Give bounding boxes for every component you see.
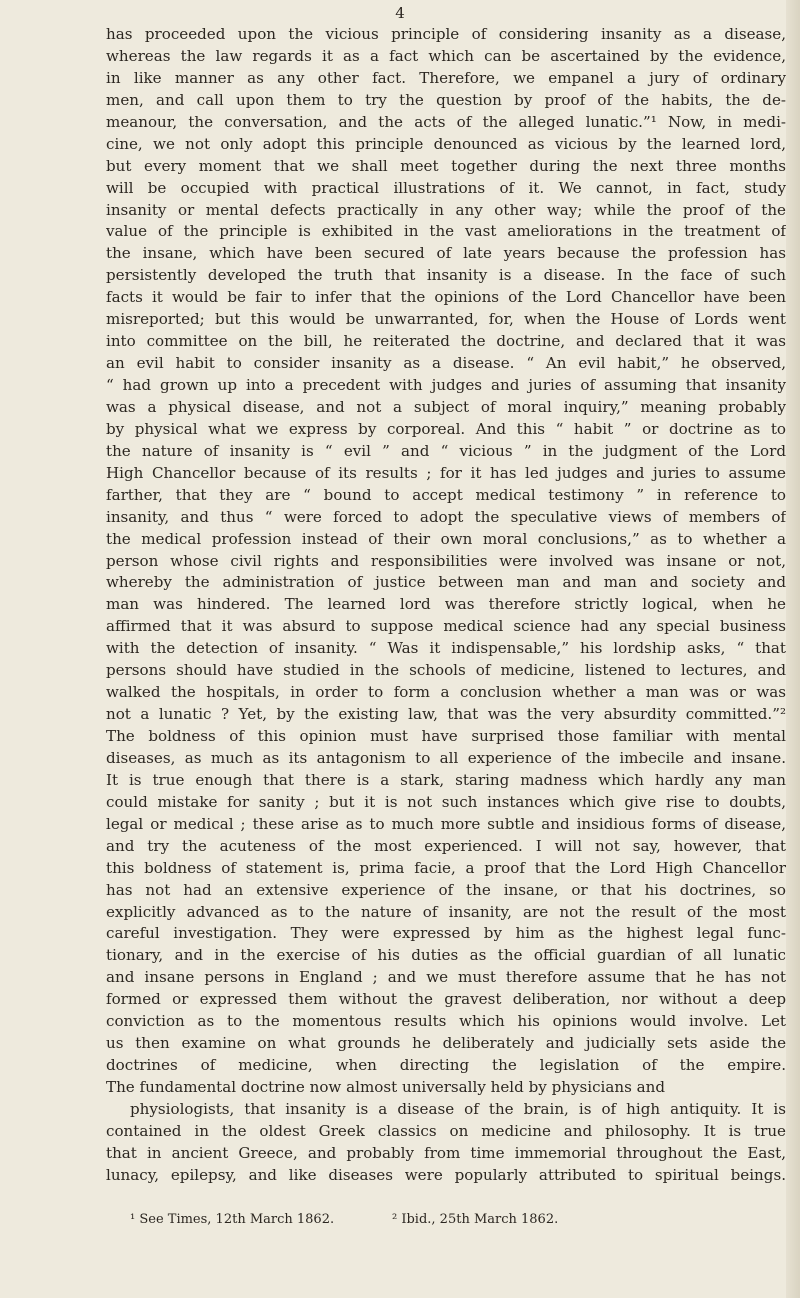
text-line: has proceeded upon the vicious principle of considering insanity as a disease, — [106, 25, 786, 43]
text-line: farther, that they are “ bound to accept medical testimony ” in reference to — [106, 485, 786, 504]
text-line: will be occupied with practical illustrations of it. We cannot, in fact, study — [106, 178, 786, 197]
text-line: contained in the oldest Greek classics on medicine and philosophy. It is true — [106, 1121, 786, 1140]
text-line: the medical profession instead of their own moral conclusions,” as to whether a — [106, 529, 786, 548]
text-line: persistently developed the truth that insanity is a disease. In the face of such — [106, 266, 786, 285]
text-line: value of the principle is exhibited in the vast ameliorations in the treatment of — [106, 222, 786, 241]
text-line — [106, 1187, 786, 1209]
text-line: facts it would be fair to infer that the opinions of the Lord Chancellor have been — [106, 288, 786, 307]
text-line: lunacy, epilepsy, and like diseases were popularly attributed to spiritual beings. — [106, 1165, 786, 1184]
text-line: The fundamental doctrine now almost universally held by physicians and — [106, 1078, 665, 1096]
text-line: but every moment that we shall meet together during the next three months — [106, 156, 786, 175]
text-line: and insane persons in England ; and we must therefore assume that he has not — [106, 968, 786, 987]
text-line: affirmed that it was absurd to suppose medical science had any special business — [106, 617, 786, 636]
footnote-2: ² Ibid., 25th March 1862. — [392, 1211, 559, 1227]
text-line: an evil habit to consider insanity as a disease. “ An evil habit,” he observed, — [106, 354, 786, 373]
text-line: not a lunatic ? Yet, by the existing law, that was the very absurdity committed.”² — [106, 705, 786, 724]
text-line: has not had an extensive experience of the insane, or that his doctrines, so — [106, 880, 786, 899]
text-line: into committee on the bill, he reiterated the doctrine, and declared that it was — [106, 332, 786, 351]
text-line: this boldness of statement is, prima facie, a proof that the Lord High Chancellor — [106, 858, 786, 877]
text-line: was a physical disease, and not a subject of moral inquiry,” meaning probably — [106, 397, 786, 416]
text-line: explicitly advanced as to the nature of insanity, are not the result of the most — [106, 902, 786, 921]
text-line: persons should have studied in the schools of medicine, listened to lectures, and — [106, 661, 786, 680]
text-line: whereby the administration of justice between man and man and society and — [106, 573, 786, 592]
text-line: The boldness of this opinion must have surprised those familiar with mental — [106, 727, 786, 745]
text-line: whereas the law regards it as a fact which can be ascertained by the evidence, — [106, 46, 786, 65]
footnotes — [106, 1210, 786, 1230]
text-line: the insane, which have been secured of late years because the profession has — [106, 244, 786, 263]
page-edge — [786, 0, 800, 1298]
text-line: man was hindered. The learned lord was therefore strictly logical, when he — [106, 595, 786, 614]
text-line: walked the hospitals, in order to form a conclusion whether a man was or was — [106, 683, 786, 702]
text-line: insanity, and thus “ were forced to adopt the speculative views of members of — [106, 507, 786, 526]
text-line: High Chancellor because of its results ; for it has led judges and juries to assume — [106, 463, 786, 482]
text-line: diseases, as much as its antagonism to all experience of the imbecile and insane. — [106, 748, 786, 767]
text-line: “ had grown up into a precedent with judges and juries of assuming that insanity — [106, 376, 786, 394]
text-line: formed or expressed them without the gravest deliberation, nor without a deep — [106, 990, 786, 1009]
text-line: careful investigation. They were expressed by him as the highest legal func- — [106, 924, 786, 943]
footnote-1: ¹ See Times, 12th March 1862. — [130, 1211, 335, 1227]
text-line: misreported; but this would be unwarranted, for, when the House of Lords went — [106, 310, 786, 329]
text-line: tionary, and in the exercise of his duties as the official guardian of all lunatic — [106, 946, 786, 965]
text-line: could mistake for sanity ; but it is not such instances which give rise to doubts, — [106, 792, 786, 811]
text-line: cine, we not only adopt this principle denounced as vicious by the learned lord, — [106, 134, 786, 153]
text-line: in like manner as any other fact. Therefore, we empanel a jury of ordinary — [106, 68, 786, 87]
text-line: person whose civil rights and responsibilities were involved was insane or not, — [106, 551, 786, 570]
text-line: legal or medical ; these arise as to much more subtle and insidious forms of disease, — [106, 814, 786, 833]
text-line: by physical what we express by corporeal. And this “ habit ” or doctrine as to — [106, 419, 786, 438]
text-line: conviction as to the momentous results which his opinions would involve. Let — [106, 1012, 786, 1031]
text-line: men, and call upon them to try the question by proof of the habits, the de- — [106, 90, 786, 109]
text-line: physiologists, that insanity is a disease of the brain, is of high antiquity. It is — [130, 1099, 786, 1118]
text-line: insanity or mental defects practically in any other way; while the proof of the — [106, 200, 786, 219]
body-text — [106, 24, 786, 1230]
text-line: the nature of insanity is “ evil ” and “ vicious ” in the judgment of the Lord — [106, 441, 786, 460]
text-line: meanour, the conversation, and the acts of the alleged lunatic.”¹ Now, in medi- — [106, 112, 786, 131]
text-line: and try the acuteness of the most experienced. I will not say, however, that — [106, 836, 786, 855]
page-number: 4 — [395, 4, 405, 22]
text-line: It is true enough that there is a stark, staring madness which hardly any man — [106, 770, 786, 789]
text-line: that in ancient Greece, and probably from time immemorial throughout the East, — [106, 1143, 786, 1162]
text-line: with the detection of insanity. “ Was it indispensable,” his lordship asks, “ that — [106, 639, 786, 658]
text-line: doctrines of medicine, when directing the legislation of the empire. — [106, 1056, 786, 1075]
text-line: us then examine on what grounds he deliberately and judicially sets aside the — [106, 1034, 786, 1053]
